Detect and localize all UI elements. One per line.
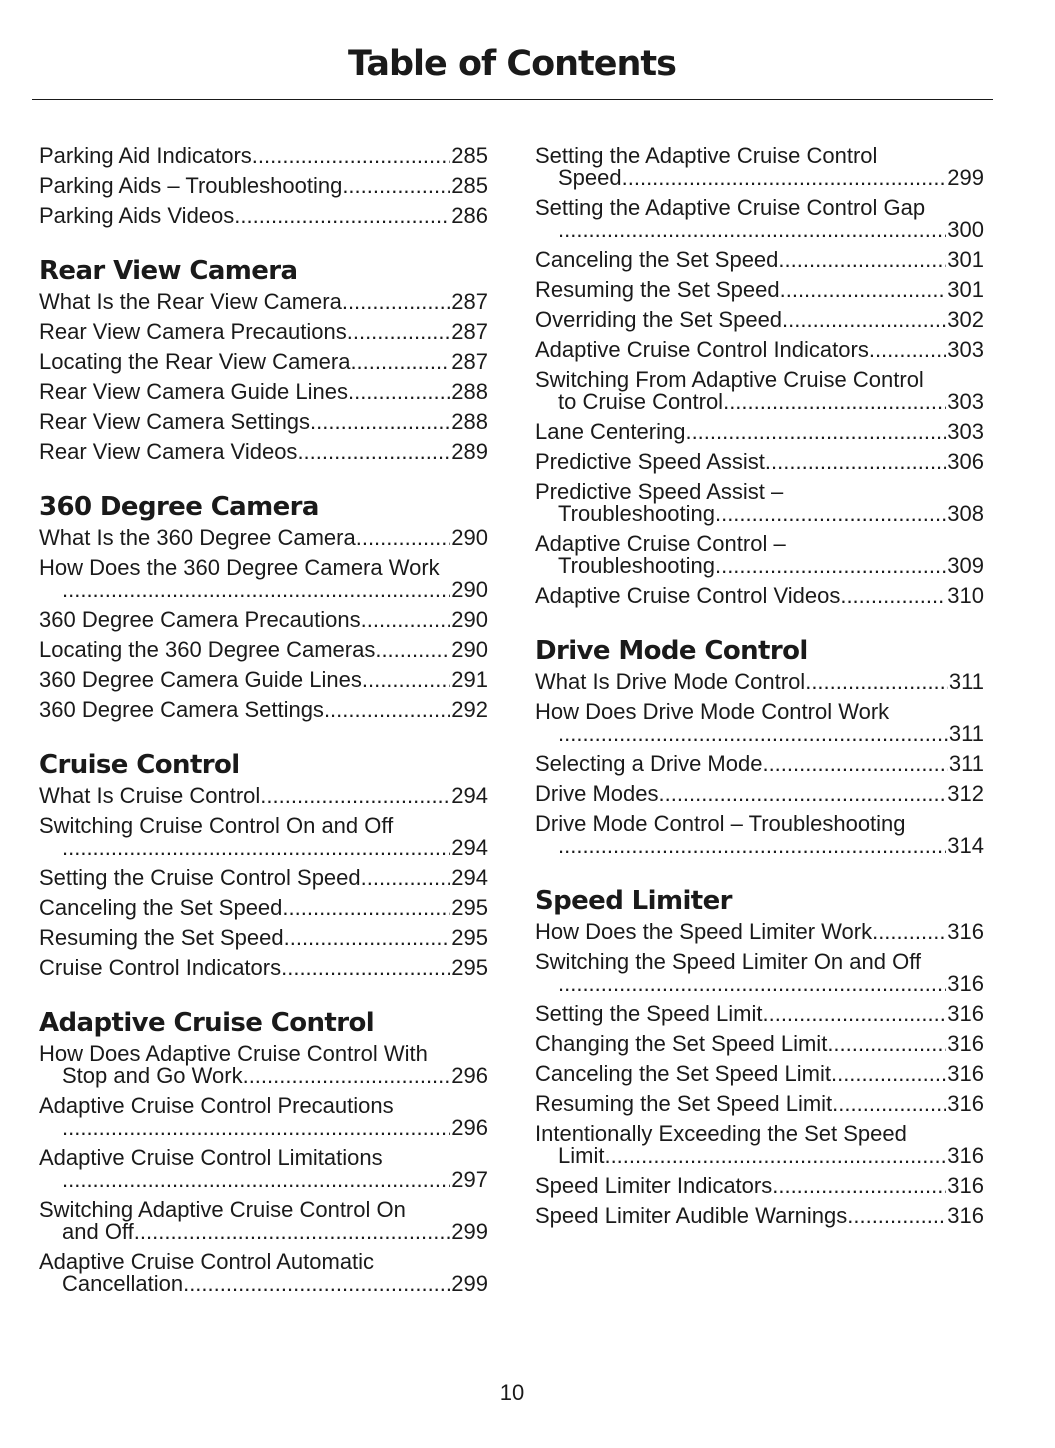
toc-entry-title: Adaptive Cruise Control Limitations (39, 1145, 383, 1170)
toc-entry-title: Rear View Camera Precautions (39, 319, 347, 344)
toc-entry-title: Cruise Control Indicators (39, 955, 282, 980)
toc-entry-page: 301 (947, 247, 984, 272)
toc-section-speed-limiter (535, 885, 984, 1227)
dot-leader (558, 723, 948, 745)
toc-entry-title: Speed Limiter Indicators (535, 1173, 773, 1198)
toc-entry-page: 311 (948, 721, 984, 746)
toc-entry-page: 290 (451, 525, 488, 550)
toc-entry[interactable] (535, 421, 984, 443)
toc-entry-title: Switching Adaptive Cruise Control On (39, 1197, 406, 1222)
toc-entry-page: 314 (947, 833, 984, 858)
toc-entry-page: 310 (947, 583, 984, 608)
toc-entry[interactable] (39, 699, 488, 721)
toc-entry-title: Setting the Cruise Control Speed (39, 865, 361, 890)
toc-entry-page: 316 (947, 1031, 984, 1056)
toc-entry[interactable] (39, 411, 488, 433)
toc-entry-page: 289 (451, 439, 488, 464)
toc-entry-title: Adaptive Cruise Control – (535, 531, 786, 556)
dot-leader (348, 381, 450, 403)
toc-entry[interactable] (535, 813, 984, 857)
toc-entry-page: 316 (947, 1143, 984, 1168)
toc-entry-title: 360 Degree Camera Guide Lines (39, 667, 362, 692)
toc-entry-title: Parking Aid Indicators (39, 143, 252, 168)
toc-entry[interactable] (39, 145, 488, 167)
toc-entry[interactable] (39, 1095, 488, 1139)
dot-leader (715, 503, 946, 525)
toc-entry-title-continued: Limit (558, 1143, 605, 1168)
toc-entry[interactable] (39, 1147, 488, 1191)
toc-entry-page: 292 (451, 697, 488, 722)
toc-entry[interactable] (39, 351, 488, 373)
dot-leader (324, 699, 450, 721)
section-heading: Adaptive Cruise Control (39, 1008, 375, 1038)
dot-leader (281, 957, 450, 979)
toc-section (535, 145, 984, 607)
toc-entry-page: 290 (451, 637, 488, 662)
dot-leader (604, 1145, 946, 1167)
toc-entry-page: 287 (451, 319, 488, 344)
toc-entry-page: 316 (947, 1091, 984, 1116)
dot-leader (558, 219, 946, 241)
dot-leader (243, 1065, 451, 1087)
dot-leader (342, 175, 450, 197)
toc-entry-title: Drive Modes (535, 781, 659, 806)
dot-leader (847, 1205, 946, 1227)
toc-right-column (535, 145, 984, 1255)
toc-entry[interactable] (39, 669, 488, 691)
dot-leader (62, 1117, 450, 1139)
toc-section-360-degree-camera (39, 491, 488, 721)
toc-entry-title: What Is Cruise Control (39, 783, 261, 808)
toc-entry-page: 300 (947, 217, 984, 242)
toc-entry-title-continued: to Cruise Control (558, 389, 724, 414)
toc-entry-page: 301 (947, 277, 984, 302)
toc-entry[interactable] (535, 533, 984, 577)
toc-entry-title-continued: and Off (62, 1219, 134, 1244)
dot-leader (62, 579, 450, 601)
toc-entry-page: 287 (451, 289, 488, 314)
toc-section-drive-mode-control (535, 635, 984, 857)
toc-entry-page: 296 (451, 1063, 488, 1088)
dot-leader (780, 279, 947, 301)
toc-entry[interactable] (39, 785, 488, 807)
toc-entry-title: Predictive Speed Assist – (535, 479, 784, 504)
toc-section-cruise-control (39, 749, 488, 979)
dot-leader (869, 339, 946, 361)
toc-entry-title: Intentionally Exceeding the Set Speed (535, 1121, 907, 1146)
toc-entry-page: 288 (451, 379, 488, 404)
toc-entry-title: How Does Adaptive Cruise Control With (39, 1041, 428, 1066)
toc-entry[interactable] (535, 145, 984, 189)
toc-entry-page: 287 (451, 349, 488, 374)
toc-section-rear-view-camera (39, 255, 488, 463)
toc-entry[interactable] (535, 1033, 984, 1055)
toc-entry-title: Overriding the Set Speed (535, 307, 783, 332)
toc-entry-page: 285 (451, 173, 488, 198)
dot-leader (260, 785, 450, 807)
toc-entry-title: Adaptive Cruise Control Indicators (535, 337, 869, 362)
dot-leader (762, 1003, 946, 1025)
toc-entry-title: Locating the Rear View Camera (39, 349, 351, 374)
dot-leader (772, 1175, 946, 1197)
dot-leader (658, 783, 946, 805)
toc-entry-page: 295 (451, 955, 488, 980)
toc-entry-title: Canceling the Set Speed Limit (535, 1061, 831, 1086)
toc-entry-page: 316 (947, 1203, 984, 1228)
toc-entry[interactable] (39, 1251, 488, 1295)
toc-entry-page: 285 (451, 143, 488, 168)
section-heading: 360 Degree Camera (39, 492, 319, 522)
toc-entry-title: Predictive Speed Assist (535, 449, 765, 474)
toc-entry[interactable] (535, 249, 984, 271)
toc-entry[interactable] (39, 1199, 488, 1243)
toc-entry-page: 290 (451, 607, 488, 632)
toc-entry-page: 303 (947, 337, 984, 362)
title-divider (32, 99, 993, 100)
toc-entry[interactable] (535, 1003, 984, 1025)
toc-entry-title: Changing the Set Speed Limit (535, 1031, 828, 1056)
toc-entry[interactable] (39, 927, 488, 949)
toc-entry-page: 311 (948, 751, 984, 776)
dot-leader (347, 321, 451, 343)
toc-entry-page: 316 (947, 1173, 984, 1198)
toc-entry[interactable] (39, 441, 488, 463)
toc-section-adaptive-cruise-control (39, 1007, 488, 1295)
dot-leader (252, 145, 451, 167)
toc-entry[interactable] (535, 1093, 984, 1115)
toc-entry-title: Locating the 360 Degree Cameras (39, 637, 376, 662)
dot-leader (361, 867, 451, 889)
toc-entry-title: What Is Drive Mode Control (535, 669, 806, 694)
toc-entry[interactable] (535, 1175, 984, 1197)
toc-entry-page: 299 (451, 1219, 488, 1244)
dot-leader (827, 1033, 946, 1055)
toc-entry-page: 290 (451, 577, 488, 602)
toc-entry-page: 294 (451, 865, 488, 890)
toc-entry[interactable] (535, 309, 984, 331)
toc-entry-title: Switching Cruise Control On and Off (39, 813, 394, 838)
dot-leader (310, 411, 450, 433)
dot-leader (685, 421, 946, 443)
toc-entry-title: Switching From Adaptive Cruise Control (535, 367, 924, 392)
page-number: 10 (499, 1380, 525, 1405)
toc-entry-title: Adaptive Cruise Control Precautions (39, 1093, 394, 1118)
toc-entry[interactable] (39, 527, 488, 549)
toc-entry-title: Speed Limiter Audible Warnings (535, 1203, 848, 1228)
toc-entry-page: 294 (451, 835, 488, 860)
dot-leader (558, 835, 946, 857)
toc-entry-title-continued: Troubleshooting (558, 553, 715, 578)
dot-leader (356, 527, 451, 549)
toc-entry[interactable] (39, 815, 488, 859)
toc-entry[interactable] (535, 197, 984, 241)
dot-leader (297, 441, 450, 463)
toc-entry[interactable] (535, 783, 984, 805)
dot-leader (832, 1093, 946, 1115)
toc-entry[interactable] (39, 205, 488, 227)
dot-leader (765, 451, 946, 473)
dot-leader (134, 1221, 451, 1243)
toc-entry-page: 303 (947, 419, 984, 444)
toc-entry-page: 291 (451, 667, 488, 692)
toc-entry-page: 295 (451, 925, 488, 950)
section-heading: Drive Mode Control (535, 636, 808, 666)
toc-entry[interactable] (535, 1205, 984, 1227)
toc-entry-title: How Does the Speed Limiter Work (535, 919, 873, 944)
dot-leader (375, 639, 450, 661)
toc-entry-page: 297 (451, 1167, 488, 1192)
toc-entry-title: 360 Degree Camera Precautions (39, 607, 361, 632)
dot-leader (62, 1169, 450, 1191)
toc-entry-title: Adaptive Cruise Control Automatic (39, 1249, 375, 1274)
dot-leader (350, 351, 450, 373)
toc-entry-page: 294 (451, 783, 488, 808)
toc-left-column (39, 145, 488, 1323)
dot-leader (778, 249, 946, 271)
toc-entry-page: 312 (947, 781, 984, 806)
dot-leader (872, 921, 946, 943)
toc-entry[interactable] (39, 897, 488, 919)
toc-entry-title: What Is the 360 Degree Camera (39, 525, 356, 550)
toc-entry-page: 286 (451, 203, 488, 228)
section-heading: Rear View Camera (39, 256, 298, 286)
toc-entry-page: 311 (948, 669, 984, 694)
toc-entry[interactable] (39, 175, 488, 197)
dot-leader (782, 309, 946, 331)
dot-leader (715, 555, 946, 577)
dot-leader (723, 391, 946, 413)
toc-entry-page: 295 (451, 895, 488, 920)
toc-entry-title: Resuming the Set Speed Limit (535, 1091, 833, 1116)
dot-leader (361, 609, 451, 631)
dot-leader (282, 897, 450, 919)
toc-entry[interactable] (39, 609, 488, 631)
toc-entry-title-continued: Stop and Go Work (62, 1063, 243, 1088)
toc-entry-page: 316 (947, 971, 984, 996)
toc-entry-title: How Does Drive Mode Control Work (535, 699, 890, 724)
toc-entry-page: 309 (947, 553, 984, 578)
toc-entry-title: What Is the Rear View Camera (39, 289, 342, 314)
toc-entry-page: 299 (451, 1271, 488, 1296)
toc-entry[interactable] (535, 921, 984, 943)
toc-entry-title: Parking Aids – Troubleshooting (39, 173, 343, 198)
toc-entry-page: 306 (947, 449, 984, 474)
dot-leader (762, 753, 947, 775)
toc-entry[interactable] (535, 1063, 984, 1085)
toc-entry-title: How Does the 360 Degree Camera Work (39, 555, 440, 580)
toc-entry-title: Setting the Adaptive Cruise Control (535, 143, 878, 168)
toc-entry-title-continued: Speed (558, 165, 622, 190)
toc-entry-title-continued: Cancellation (62, 1271, 184, 1296)
toc-entry[interactable] (535, 451, 984, 473)
toc-entry-title: 360 Degree Camera Settings (39, 697, 324, 722)
dot-leader (234, 205, 450, 227)
toc-entry-title: Rear View Camera Guide Lines (39, 379, 348, 404)
toc-entry-page: 296 (451, 1115, 488, 1140)
dot-leader (362, 669, 450, 691)
toc-entry-title: Resuming the Set Speed (39, 925, 284, 950)
toc-entry[interactable] (535, 279, 984, 301)
dot-leader (183, 1273, 450, 1295)
toc-entry-page: 316 (947, 919, 984, 944)
dot-leader (840, 585, 946, 607)
toc-entry[interactable] (39, 381, 488, 403)
toc-entry-page: 308 (947, 501, 984, 526)
toc-entry-title: Drive Mode Control – Troubleshooting (535, 811, 906, 836)
toc-entry-title: Canceling the Set Speed (535, 247, 779, 272)
toc-entry-title: Setting the Speed Limit (535, 1001, 763, 1026)
toc-entry[interactable] (39, 1043, 488, 1087)
toc-entry[interactable] (535, 671, 984, 693)
toc-entry-title-continued: Troubleshooting (558, 501, 715, 526)
dot-leader (558, 973, 946, 995)
section-heading: Speed Limiter (535, 886, 732, 916)
toc-entry-page: 288 (451, 409, 488, 434)
toc-entry[interactable] (39, 321, 488, 343)
toc-entry-title: Lane Centering (535, 419, 686, 444)
toc-entry-page: 302 (947, 307, 984, 332)
dot-leader (284, 927, 451, 949)
toc-entry-title: Canceling the Set Speed (39, 895, 283, 920)
toc-entry-page: 303 (947, 389, 984, 414)
toc-entry[interactable] (535, 701, 984, 745)
toc-entry[interactable] (535, 369, 984, 413)
toc-entry-title: Rear View Camera Videos (39, 439, 298, 464)
page-title: Table of Contents (347, 44, 676, 84)
toc-entry[interactable] (39, 557, 488, 601)
toc-entry[interactable] (535, 481, 984, 525)
section-heading: Cruise Control (39, 750, 240, 780)
toc-entry[interactable] (39, 291, 488, 313)
dot-leader (622, 167, 947, 189)
toc-entry-title: Parking Aids Videos (39, 203, 235, 228)
toc-entry[interactable] (39, 867, 488, 889)
toc-entry-title: Adaptive Cruise Control Videos (535, 583, 841, 608)
toc-entry[interactable] (39, 957, 488, 979)
toc-entry-title: Setting the Adaptive Cruise Control Gap (535, 195, 926, 220)
dot-leader (805, 671, 948, 693)
dot-leader (342, 291, 450, 313)
toc-entry[interactable] (39, 639, 488, 661)
toc-entry-title: Resuming the Set Speed (535, 277, 780, 302)
dot-leader (831, 1063, 946, 1085)
toc-entry[interactable] (535, 951, 984, 995)
toc-entry[interactable] (535, 339, 984, 361)
toc-entry-page: 316 (947, 1061, 984, 1086)
toc-entry-title: Rear View Camera Settings (39, 409, 311, 434)
toc-entry-page: 316 (947, 1001, 984, 1026)
toc-entry[interactable] (535, 753, 984, 775)
toc-entry[interactable] (535, 1123, 984, 1167)
dot-leader (62, 837, 450, 859)
toc-entry[interactable] (535, 585, 984, 607)
toc-section (39, 145, 488, 227)
toc-entry-title: Selecting a Drive Mode (535, 751, 763, 776)
toc-entry-page: 299 (947, 165, 984, 190)
toc-entry-title: Switching the Speed Limiter On and Off (535, 949, 922, 974)
